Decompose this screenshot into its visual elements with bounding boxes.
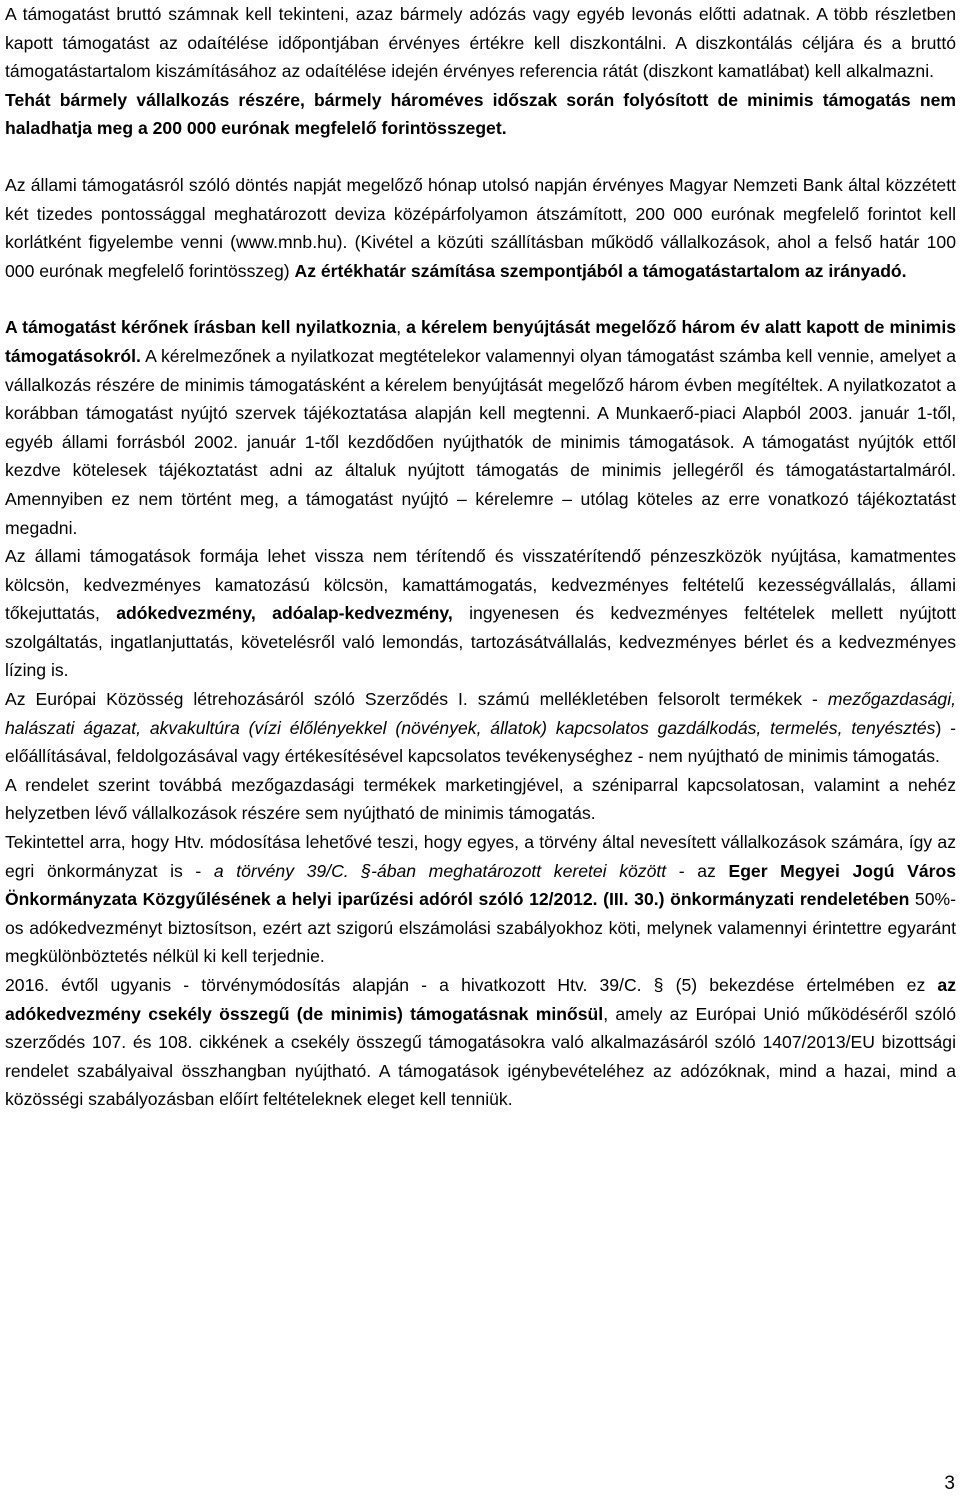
text-run: ) - előállításával, feldolgozásával vagy értékesítésével kapcsolatos tevékenységhez - nem nyújtható de minimis támogatás. <box>5 717 956 767</box>
italic-text: mezőgazdasági, halászati ágazat, akvakultúra (vízi élőlényekkel (növények, állatok) kapcsolatos gazdálkodás, termelés, tenyésztés <box>5 689 956 738</box>
paragraph-gap <box>5 285 956 313</box>
bold-text: Az értékhatár számítása szempontjából a támogatástartalom az irányadó. <box>294 260 907 281</box>
bold-text: a kérelem benyújtását megelőző három év alatt kapott de minimis támogatásokról. <box>5 317 956 366</box>
bold-text: A támogatást kérőnek írásban kell nyilatkoznia <box>5 317 397 338</box>
text-run: Tekintettel arra, hogy Htv. módosítása lehetővé teszi, hogy egyes, a törvény által nevesített vállalkozások számára, így az egri önkormányzat is - <box>5 832 956 881</box>
text-run: Az állami támogatások formája lehet vissza nem térítendő és visszatérítendő pénzeszközök nyújtása, kamatmentes kölcsön, kedvezményes kamatozású kölcsön, kamattámogatás, kedvezményes feltételű kezességvállalás, állami tőkejuttatás, <box>5 546 956 624</box>
bold-text: Eger Megyei Jogú Város Önkormányzata Közgyűlésének a helyi iparűzési adóról szóló 12/2012. (III. 30.) önkormányzati rendeletében <box>5 860 956 910</box>
text-run: ingyenesen és kedvezményes feltételek mellett nyújtott szolgáltatás, ingatlanjuttatás, követelésről való lemondás, tartozásátvállalás, kedvezményes bérlet és a kedvezményes lízing is. <box>5 603 956 681</box>
paragraph-gap <box>5 143 956 171</box>
italic-text: a törvény 39/C. §-ában meghatározott keretei között <box>213 860 667 881</box>
text-run: Az állami támogatásról szóló döntés napját megelőző hónap utolsó napján érvényes Magyar Nemzeti Bank által közzétett két tizedes pontossággal meghatározott deviza középárfolyamon átszámított, 200 000 eurónak megfelelő forintot kell korlátként figyelembe venni (www.mnb.hu). (Kivétel a közúti szállításban működő vállalkozások, ahol a felső határ 100 000 eurónak megfelelő forintösszeg) <box>5 174 956 281</box>
text-run: - az <box>666 860 729 881</box>
text-run: , amely az Európai Unió működéséről szóló szerződés 107. és 108. cikkének a csekély összegű támogatásokra való alkalmazásáról szóló 1407/2013/EU bizottsági rendelet szabályaival összhangban nyújtható. A támogatások igénybevételéhez az adózóknak, mind a hazai, mind a közösségi szabályozásban előírt feltételeknek eleget kell tenniük. <box>5 1003 956 1110</box>
bold-text: Tehát bármely vállalkozás részére, bármely hároméves időszak során folyósított de minimis támogatás nem haladhatja meg a 200 000 eurónak megfelelő forintösszeget. <box>5 89 956 139</box>
document-text <box>5 0 956 1114</box>
paragraph-p8 <box>5 828 956 971</box>
paragraph-p4 <box>5 313 956 542</box>
page-number: 3 <box>944 1473 955 1494</box>
bold-text: az adókedvezmény csekély összegű (de minimis) támogatásnak minősül <box>5 975 956 1024</box>
paragraph-p3 <box>5 171 956 285</box>
paragraph-p2 <box>5 86 956 143</box>
text-run: Az Európai Közösség létrehozásáról szóló Szerződés I. számú mellékletében felsorolt termékek - <box>5 689 828 710</box>
paragraph-p1 <box>5 0 956 86</box>
paragraph-p7 <box>5 771 956 828</box>
text-run: A rendelet szerint továbbá mezőgazdasági termékek marketingjével, a széniparral kapcsolatosan, valamint a nehéz helyzetben lévő vállalkozások részére sem nyújtható de minimis támogatás. <box>5 774 956 824</box>
paragraph-p5 <box>5 542 956 685</box>
text-run: 50%-os adókedvezményt biztosítson, ezért azt szigorú elszámolási szabályokhoz köti, melynek valamennyi érintettre egyaránt megkülönböztetés nélkül ki kell terjednie. <box>5 889 956 967</box>
bold-text: adókedvezmény, adóalap-kedvezmény, <box>116 603 453 624</box>
document-body <box>5 0 956 1114</box>
text-run: 2016. évtől ugyanis - törvénymódosítás alapján - a hivatkozott Htv. 39/C. § (5) bekezdése értelmében ez <box>5 975 938 995</box>
text-run: A kérelmezőnek a nyilatkozat megtételekor valamennyi olyan támogatást számba kell vennie, amelyet a vállalkozás részére de minimis támogatásként a kérelem benyújtását megelőző három évben megítéltek. A nyilatkozatot a korábban támogatást nyújtó szervek tájékoztatása alapján kell megtenni. A Munkaerő-piaci Alapból 2003. január 1-től, egyéb állami forrásból 2002. január 1-től kezdődően nyújthatók de minimis támogatások. A támogatást nyújtók ettől kezdve kötelesek tájékoztatást adni az általuk nyújtott támogatás de minimis jellegéről és támogatástartalmáról. Amennyiben ez nem történt meg, a támogatást nyújtó – kérelemre – utólag köteles az erre vonatkozó tájékoztatást megadni. <box>5 345 956 538</box>
paragraph-p9 <box>5 971 956 1114</box>
text-run: A támogatást bruttó számnak kell tekinteni, azaz bármely adózás vagy egyéb levonás előtti adatnak. A több részletben kapott támogatást az odaítélése időpontjában érvényes értékre kell diszkontálni. A diszkontálás céljára és a bruttó támogatástartalom kiszámításához az odaítélése idején érvényes referencia rátát (diszkont kamatlábat) kell alkalmazni. <box>5 4 956 82</box>
text-run: , <box>396 317 407 338</box>
paragraph-p6 <box>5 685 956 771</box>
